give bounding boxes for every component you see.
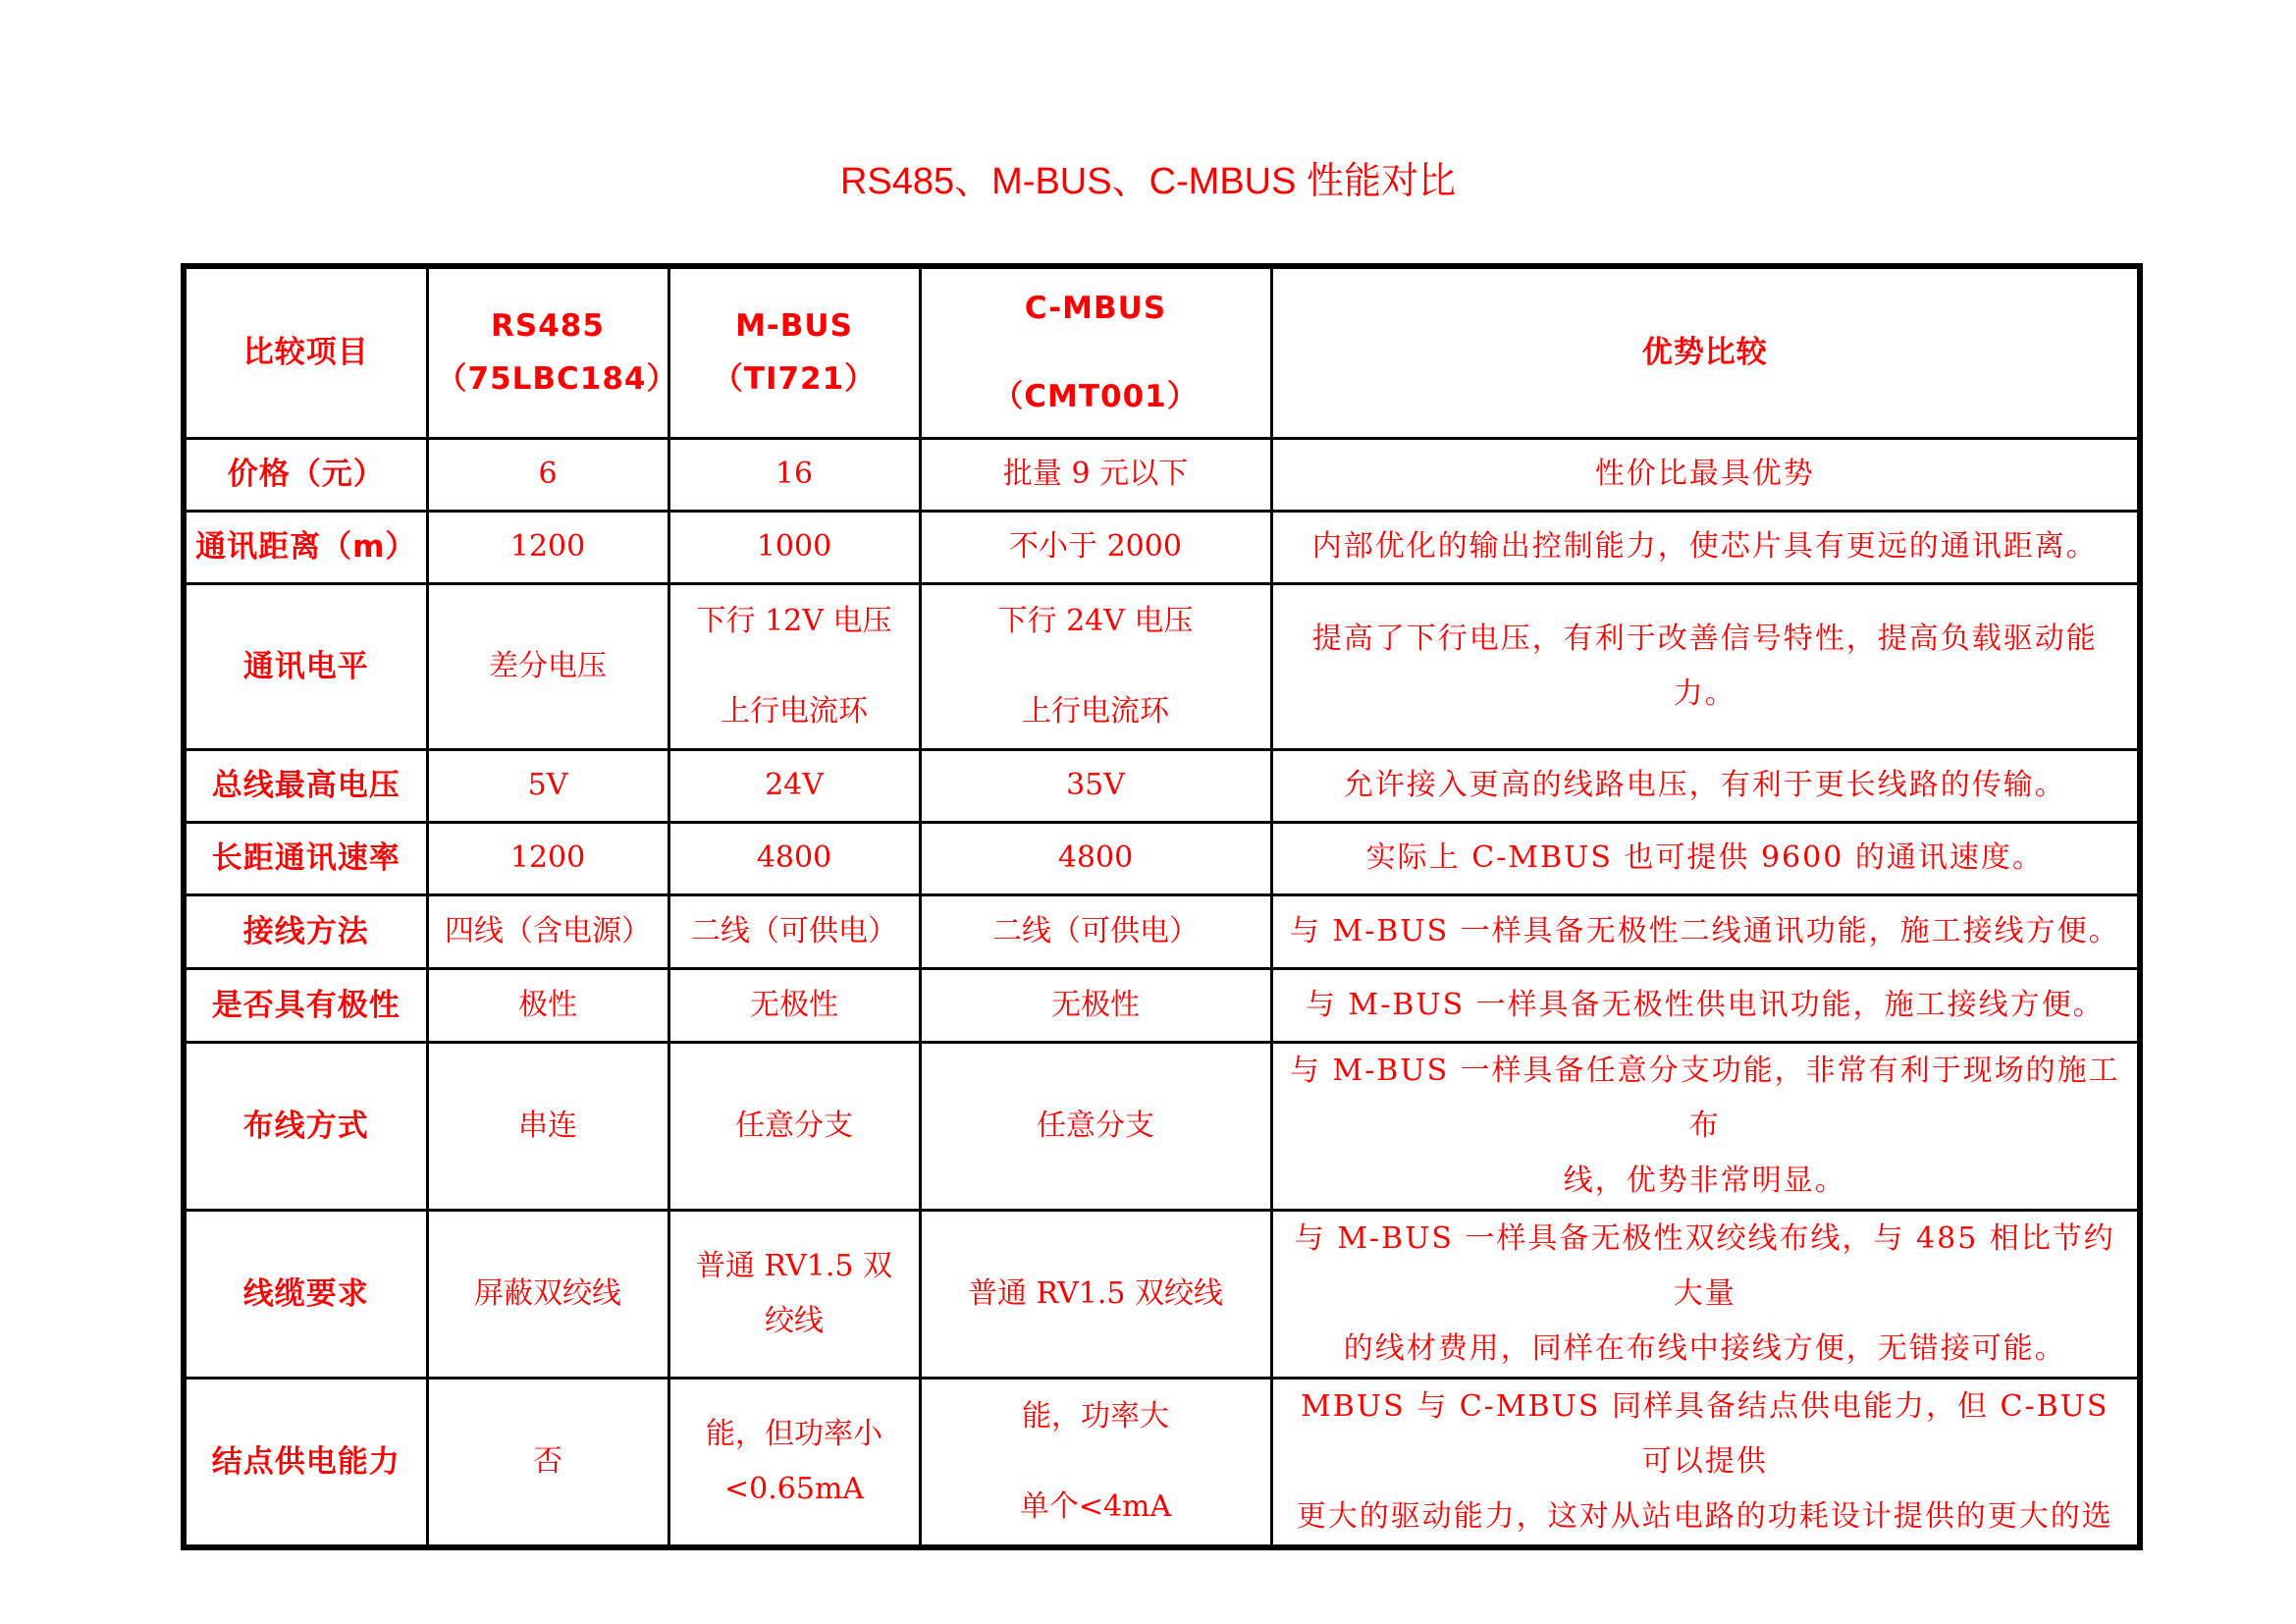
cell-line: 串连 — [518, 1108, 577, 1143]
cell-line: 任意分支 — [735, 1108, 853, 1143]
cell-rs485 — [427, 968, 668, 1042]
cell-cmbus — [920, 749, 1271, 822]
cell-mbus — [668, 822, 920, 894]
row-label-text: 接线方法 — [242, 913, 369, 949]
table-row — [184, 1378, 2140, 1547]
cell-mbus — [668, 749, 920, 822]
cell-rs485 — [427, 894, 668, 968]
cell-rs485 — [427, 1042, 668, 1210]
cell-line: 线，优势非常明显。 — [1563, 1163, 1846, 1198]
table-row — [184, 749, 2140, 822]
row-label — [184, 583, 427, 749]
cell-cmbus — [920, 583, 1271, 749]
header-cmbus-name: C-MBUS — [1024, 291, 1167, 327]
page-title: RS485、M-BUS、C-MBUS 性能对比 — [839, 161, 1457, 202]
cell-line: 与 M-BUS 一样具备无极性二线通讯功能，施工接线方便。 — [1289, 913, 2120, 948]
table-row — [184, 822, 2140, 894]
row-label — [184, 749, 427, 822]
cell-line: 1200 — [509, 840, 586, 875]
cell-line: 差分电压 — [489, 648, 607, 683]
cell-line: 1000 — [756, 529, 832, 564]
cell-line: 普通 RV1.5 双绞线 — [968, 1275, 1223, 1311]
row-label-text: 结点供电能力 — [211, 1443, 400, 1480]
spacer — [930, 1444, 1262, 1480]
cell-advantage — [1271, 583, 2140, 749]
row-label — [184, 438, 427, 511]
cell-line: 更大的驱动能力，这对从站电路的功耗设计提供的更大的选 — [1296, 1498, 2113, 1534]
header-mbus — [668, 266, 920, 438]
table-row — [184, 1042, 2140, 1210]
cell-line: MBUS 与 C-MBUS 同样具备结点供电能力，但 C-BUS 可以提供 — [1301, 1388, 2109, 1479]
spacer — [678, 649, 911, 684]
header-cmbus-chip: （CMT001） — [992, 379, 1199, 415]
header-rs485-name: RS485 — [491, 308, 605, 345]
table-row — [184, 511, 2140, 583]
cell-line: 允许接入更高的线路电压，有利于更长线路的传输。 — [1343, 768, 2066, 802]
cell-cmbus — [920, 511, 1271, 583]
row-label — [184, 1042, 427, 1210]
cell-rs485 — [427, 1210, 668, 1378]
header-advantage — [1271, 266, 2140, 438]
cell-mbus — [668, 894, 920, 968]
cell-advantage — [1271, 511, 2140, 583]
cell-rs485 — [427, 1378, 668, 1547]
cell-line: 16 — [774, 457, 814, 491]
cell-advantage — [1271, 749, 2140, 822]
cell-line: 6 — [538, 457, 558, 491]
cell-line: 下行 12V 电压 — [696, 603, 892, 638]
row-label-text: 线缆要求 — [242, 1275, 369, 1312]
cell-advantage — [1271, 438, 2140, 511]
cell-line: 与 M-BUS 一样具备无极性双绞线布线，与 485 相比节约大量 — [1294, 1220, 2115, 1311]
header-mbus-chip: （TI721） — [712, 361, 877, 398]
table-row — [184, 894, 2140, 968]
cell-cmbus — [920, 968, 1271, 1042]
cell-line: 上行电流环 — [721, 693, 868, 729]
cell-line: 四线（含电源） — [445, 913, 651, 948]
header-advantage-label: 优势比较 — [1641, 335, 1768, 371]
cell-cmbus — [920, 822, 1271, 894]
spacer — [930, 335, 1262, 370]
cell-line: 否 — [533, 1443, 562, 1479]
cell-line: 与 M-BUS 一样具备任意分支功能，非常有利于现场的施工布 — [1289, 1053, 2120, 1143]
table-body — [184, 438, 2140, 1547]
cell-line: 能，功率大 — [1022, 1398, 1169, 1434]
cell-advantage — [1271, 1378, 2140, 1547]
cell-line: 无极性 — [1051, 987, 1140, 1022]
cell-line: 二线（可供电） — [691, 913, 897, 948]
cell-line: 普通 RV1.5 双 — [696, 1248, 892, 1283]
row-label-text: 通讯距离（m） — [195, 529, 417, 565]
cell-line: 不小于 2000 — [1009, 529, 1182, 564]
header-rs485 — [427, 266, 678, 438]
header-item-label: 比较项目 — [242, 335, 369, 371]
cell-line: 极性 — [518, 987, 577, 1022]
header-rs485-chip: （75LBC184） — [436, 361, 678, 398]
cell-rs485 — [427, 749, 668, 822]
cell-line: 批量 9 元以下 — [1002, 457, 1189, 491]
cell-rs485 — [427, 511, 668, 583]
row-label-text: 是否具有极性 — [211, 987, 400, 1023]
cell-advantage — [1271, 894, 2140, 968]
cell-line: 35V — [1066, 768, 1125, 802]
row-label-text: 布线方式 — [242, 1108, 369, 1144]
cell-cmbus — [920, 438, 1271, 511]
cell-line: 屏蔽双绞线 — [474, 1275, 621, 1311]
cell-line: 24V — [765, 768, 824, 802]
cell-advantage — [1271, 822, 2140, 894]
cell-line: 无极性 — [750, 987, 838, 1022]
cell-cmbus — [920, 894, 1271, 968]
header-item — [184, 266, 427, 438]
cell-line: 性价比最具优势 — [1594, 457, 1815, 491]
cell-line: 任意分支 — [1037, 1108, 1154, 1143]
cell-line: 单个<4mA — [1019, 1489, 1172, 1524]
row-label-text: 通讯电平 — [242, 648, 369, 684]
cell-line: 二线（可供电） — [992, 913, 1199, 948]
cell-mbus — [668, 438, 920, 511]
spacer — [930, 649, 1262, 684]
cell-cmbus — [920, 1378, 1271, 1547]
cell-mbus — [668, 511, 920, 583]
cell-mbus — [668, 583, 920, 749]
cell-line: 的线材费用，同样在布线中接线方便，无错接可能。 — [1343, 1330, 2066, 1366]
cell-advantage — [1271, 1042, 2140, 1210]
row-label — [184, 511, 427, 583]
cell-rs485 — [427, 438, 668, 511]
cell-line: 绞线 — [765, 1303, 824, 1338]
cell-rs485 — [427, 822, 668, 894]
cell-line: 下行 24V 电压 — [997, 603, 1194, 638]
row-label-text: 价格（元） — [227, 457, 385, 492]
cell-line: 1200 — [509, 529, 586, 564]
row-label — [184, 1210, 427, 1378]
header-cmbus — [920, 266, 1271, 438]
cell-mbus — [668, 1210, 920, 1378]
cell-mbus — [668, 968, 920, 1042]
row-label-text: 总线最高电压 — [211, 768, 400, 803]
row-label — [184, 822, 427, 894]
table-row — [184, 1210, 2140, 1378]
cell-line: 上行电流环 — [1022, 693, 1169, 729]
cell-advantage — [1271, 1210, 2140, 1378]
cell-rs485 — [427, 583, 668, 749]
cell-line: 与 M-BUS 一样具备无极性供电讯功能，施工接线方便。 — [1305, 987, 2105, 1022]
cell-line: 内部优化的输出控制能力，使芯片具有更远的通讯距离。 — [1311, 529, 2098, 564]
cell-line: 5V — [527, 768, 568, 802]
cell-cmbus — [920, 1210, 1271, 1378]
row-label — [184, 968, 427, 1042]
cell-line: <0.65mA — [723, 1471, 865, 1506]
table-row — [184, 968, 2140, 1042]
cell-mbus — [668, 1378, 920, 1547]
cell-line: 4800 — [756, 840, 832, 875]
comparison-table — [181, 263, 2143, 1550]
cell-line: 4800 — [1057, 840, 1134, 875]
table-row — [184, 438, 2140, 511]
table-header-row — [184, 266, 2140, 438]
header-mbus-name: M-BUS — [735, 308, 853, 345]
cell-line: 实际上 C-MBUS 也可提供 9600 的通讯速度。 — [1365, 840, 2044, 875]
cell-mbus — [668, 1042, 920, 1210]
cell-line: 提高了下行电压，有利于改善信号特性，提高负载驱动能力。 — [1311, 621, 2098, 711]
cell-advantage — [1271, 968, 2140, 1042]
table-row — [184, 583, 2140, 749]
cell-line: 能，但功率小 — [706, 1416, 882, 1451]
row-label-text: 长距通讯速率 — [211, 840, 400, 876]
row-label — [184, 894, 427, 968]
cell-cmbus — [920, 1042, 1271, 1210]
row-label — [184, 1378, 427, 1547]
